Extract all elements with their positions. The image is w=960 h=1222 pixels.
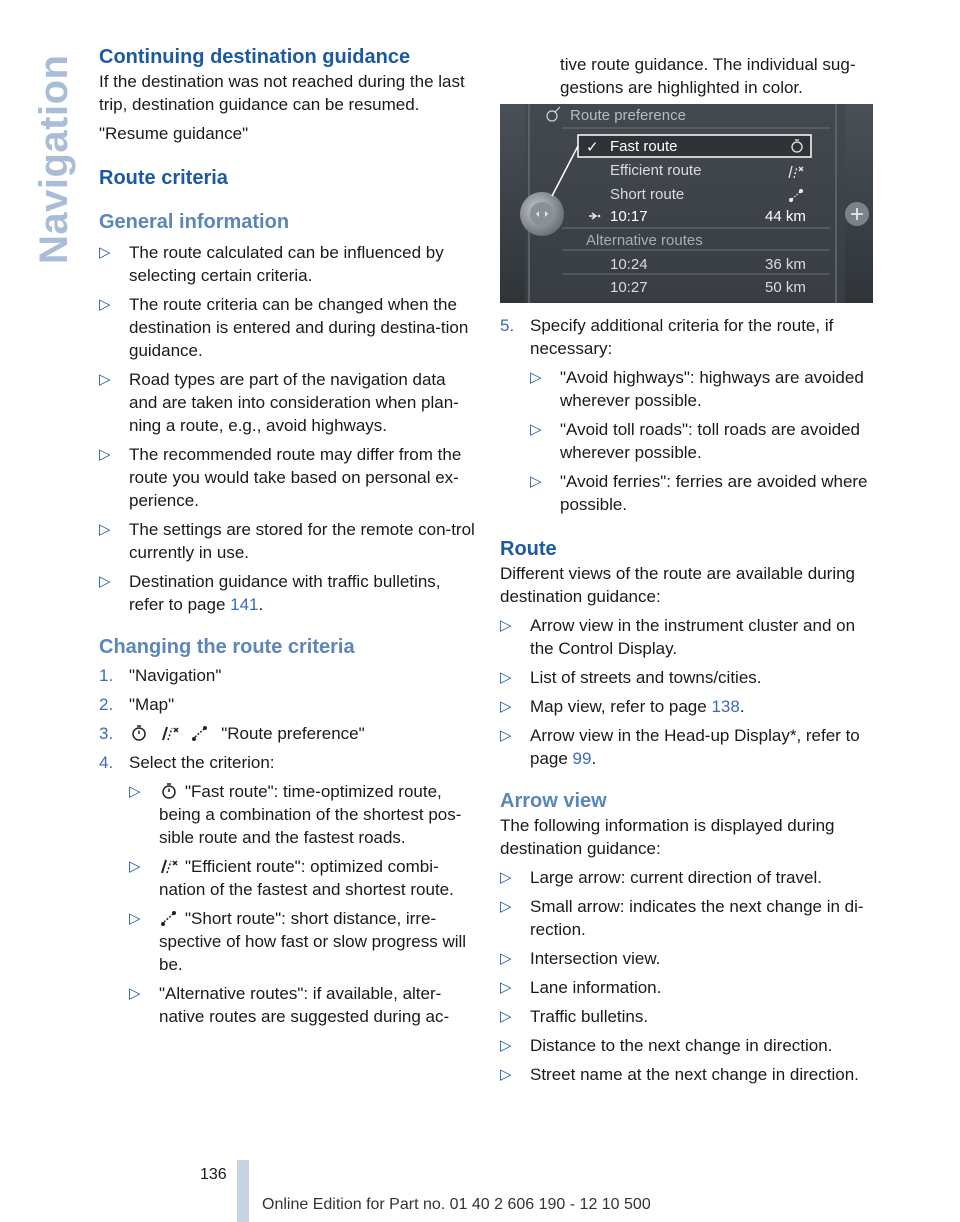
criterion-efficient: ▷ "Efficient route": optimized combi-nation of the fastest and shortest route. <box>129 857 454 899</box>
short-route-icon <box>159 909 179 927</box>
list-item: ▷ The route calculated can be influenced by selecting certain criteria. <box>99 243 444 285</box>
continuing-text: If the destination was not reached during the last trip, destination guidance can be resumed. <box>99 72 465 114</box>
step-1: 1. "Navigation" <box>99 666 222 685</box>
list-item: ▷ The recommended route may differ from the route you would take based on personal ex-perience. <box>99 445 462 510</box>
list-item: ▷ Large arrow: current direction of travel. <box>500 868 822 887</box>
list-item: ▷ Street name at the next change in direction. <box>500 1065 859 1084</box>
list-item: ▷ Road types are part of the navigation data and are taken into consideration when plan-ning a route, e.g., avoid highways. <box>99 370 459 435</box>
step-4: 4. Select the criterion: <box>99 753 275 772</box>
efficient-route-icon <box>160 724 180 742</box>
bullet-icon: ▷ <box>500 727 512 744</box>
changing-heading: Changing the route criteria <box>99 636 355 658</box>
bullet-icon: ▷ <box>530 473 542 490</box>
route-text: Different views of the route are available during destination guidance: <box>500 564 855 606</box>
bullet-icon: ▷ <box>99 573 111 590</box>
list-item: ▷ Arrow view in the Head-up Display*, refer to page 99. <box>500 726 860 768</box>
page-link-138[interactable]: 138 <box>711 697 740 716</box>
bullet-icon: ▷ <box>500 1008 512 1025</box>
bullet-icon: ▷ <box>530 369 542 386</box>
bullet-icon: ▷ <box>500 979 512 996</box>
bullet-icon: ▷ <box>500 869 512 886</box>
page-link-99[interactable]: 99 <box>572 749 592 768</box>
screen-item-efficient-route[interactable]: Efficient route <box>610 162 702 179</box>
bullet-icon: ▷ <box>500 669 512 686</box>
screen-check: ✓ <box>586 139 599 156</box>
general-info-heading: General information <box>99 211 290 233</box>
bullet-icon: ▷ <box>99 446 111 463</box>
list-item: ▷ Small arrow: indicates the next change in di-rection. <box>500 897 864 939</box>
short-route-icon <box>190 724 210 742</box>
avoid-ferries: ▷ "Avoid ferries": ferries are avoided where possible. <box>530 472 868 514</box>
bullet-icon: ▷ <box>500 698 512 715</box>
bullet-icon: ▷ <box>500 950 512 967</box>
screen-alt-1-time[interactable]: 10:24 <box>610 256 648 273</box>
list-item: ▷ Traffic bulletins. <box>500 1007 649 1026</box>
bullet-icon: ▷ <box>99 244 111 261</box>
screen-title: Route preference <box>570 107 686 124</box>
list-item: ▷ Intersection view. <box>500 949 661 968</box>
screen-alt-2-time[interactable]: 10:27 <box>610 279 648 296</box>
arrow-view-text: The following information is displayed during destination guidance: <box>500 816 835 858</box>
list-item: ▷ List of streets and towns/cities. <box>500 668 762 687</box>
bullet-icon: ▷ <box>99 296 111 313</box>
bullet-icon: ▷ <box>500 1037 512 1054</box>
left-column <box>99 44 475 1028</box>
bullet-icon: ▷ <box>530 421 542 438</box>
arrow-view-heading: Arrow view <box>500 790 607 812</box>
continuation-text: tive route guidance. The individual sug-gestions are highlighted in color. <box>560 55 856 97</box>
criterion-fast: ▷ "Fast route": time-optimized route, being a combination of the shortest pos-sible route and the fastest roads. <box>129 782 462 847</box>
criterion-alternative: ▷ "Alternative routes": if available, alter-native routes are suggested during ac- <box>129 984 450 1026</box>
list-item: ▷ The settings are stored for the remote con-trol currently in use. <box>99 520 475 562</box>
page-link-141[interactable]: 141 <box>230 595 259 614</box>
bullet-icon: ▷ <box>129 783 141 800</box>
route-preference-screen <box>500 104 873 303</box>
screen-current-distance: 44 km <box>765 208 806 225</box>
list-item: ▷ Distance to the next change in direction. <box>500 1036 833 1055</box>
screen-alt-header: Alternative routes <box>586 232 703 249</box>
bullet-icon: ▷ <box>129 910 141 927</box>
side-section-title: Navigation <box>32 54 76 264</box>
list-item: ▷ Map view, refer to page 138. <box>500 697 745 716</box>
list-item: ▷ Destination guidance with traffic bulletins, refer to page 141. <box>99 572 441 614</box>
list-item: ▷ The route criteria can be changed when the destination is entered and during destina-tion guidance. <box>99 295 469 360</box>
step-2: 2. "Map" <box>99 695 175 714</box>
list-item: ▷ Lane information. <box>500 978 662 997</box>
screen-item-fast-route[interactable]: Fast route <box>610 138 678 155</box>
right-column <box>500 314 876 1086</box>
route-criteria-heading: Route criteria <box>99 167 228 189</box>
bullet-icon: ▷ <box>99 521 111 538</box>
screen-alt-1-distance: 36 km <box>765 256 806 273</box>
bullet-icon: ▷ <box>500 617 512 634</box>
stopwatch-icon <box>129 724 149 742</box>
footer-divider <box>237 1160 249 1222</box>
step-5: 5. Specify additional criteria for the route, if necessary: <box>500 316 834 358</box>
screen-graphic <box>500 104 873 303</box>
resume-label: "Resume guidance" <box>99 124 249 143</box>
bullet-icon: ▷ <box>129 858 141 875</box>
list-item: ▷ Arrow view in the instrument cluster and on the Control Display. <box>500 616 856 658</box>
bullet-icon: ▷ <box>500 1066 512 1083</box>
bullet-icon: ▷ <box>500 898 512 915</box>
footer-edition-note: Online Edition for Part no. 01 40 2 606 190 - 12 10 500 <box>262 1196 651 1213</box>
efficient-route-icon <box>159 857 179 875</box>
route-heading: Route <box>500 538 557 560</box>
avoid-highways: ▷ "Avoid highways": highways are avoided wherever possible. <box>530 368 864 410</box>
screen-current-time: 10:17 <box>610 208 648 225</box>
step-3: 3. "Route preference" <box>99 724 365 743</box>
avoid-toll-roads: ▷ "Avoid toll roads": toll roads are avoided wherever possible. <box>530 420 860 462</box>
screen-alt-2-distance: 50 km <box>765 279 806 296</box>
criterion-short: ▷ "Short route": short distance, irre-spective of how fast or slow progress will be. <box>129 909 467 974</box>
screen-item-short-route[interactable]: Short route <box>610 186 685 203</box>
bullet-icon: ▷ <box>99 371 111 388</box>
page-number: 136 <box>200 1166 227 1183</box>
bullet-icon: ▷ <box>129 985 141 1002</box>
continuing-heading: Continuing destination guidance <box>99 46 411 68</box>
stopwatch-icon <box>159 782 179 800</box>
